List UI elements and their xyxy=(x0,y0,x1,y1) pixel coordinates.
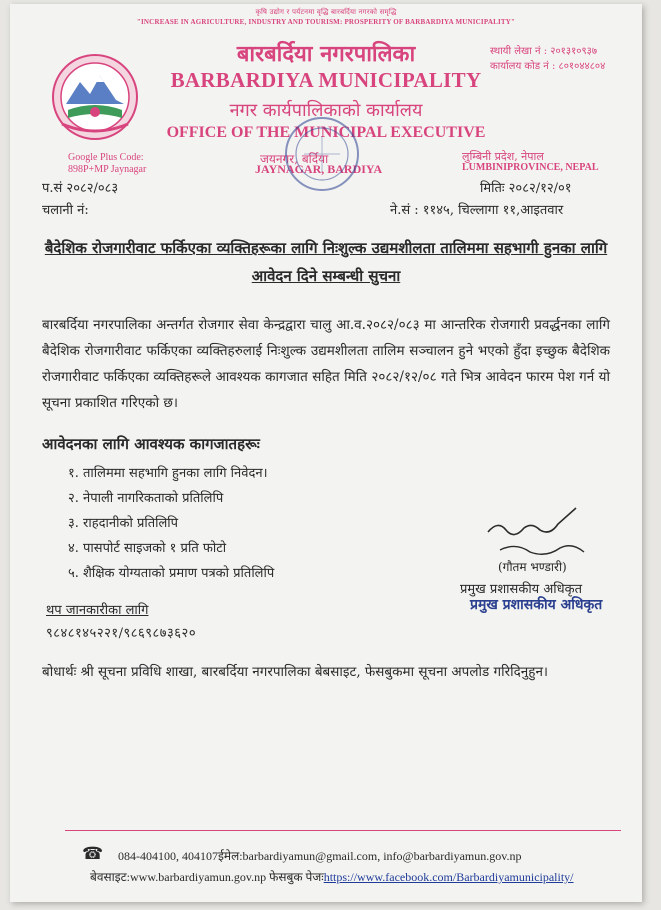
requirements-list xyxy=(68,461,274,586)
province-english: LUMBINIPROVINCE, NEPAL xyxy=(462,162,599,173)
google-plus-code: 898P+MP Jaynagar xyxy=(68,164,147,175)
office-code-label: कार्यालय कोड नं xyxy=(490,61,549,72)
office-name-english: OFFICE OF THE MUNICIPAL EXECUTIVE xyxy=(166,124,486,141)
motto-english: "INCREASE IN AGRICULTURE, INDUSTRY AND TOURISM: PROSPERITY OF BARBARDIYA MUNICIPALITY" xyxy=(136,18,516,26)
requirements-heading: आवेदनका लागि आवश्यक कागजातहरूः xyxy=(42,435,260,453)
website-label: बेवसाइट:www.barbardiyamun.gov.np फेसबुक पेजः xyxy=(90,870,324,884)
telephone-icon: ☎ xyxy=(82,844,104,864)
reference-number: प.सं २०८२/०८३ xyxy=(42,181,119,196)
copy-to-note: बोधार्थः श्री सूचना प्रविधि शाखा, बारबर्दिया नगरपालिका बेबसाइट, फेसबुकमा सूचना अपलोड गरिदिनुहुन। xyxy=(42,664,549,680)
notice-body: बारबर्दिया नगरपालिका अन्तर्गत रोजगार सेवा केन्द्रद्वारा चालु आ.व.२०८२/०८३ मा आन्तरिक रोजगारी प्रवर्द्धनका लागि बैदेशिक रोजगारीवाट फर्किएका व्यक्तिहरुलाई निःशुल्क उद्यमशीलता तालिम सञ्चालन हुने भएको हुँदा इच्छुक बैदेशिक रोजगारीवाट फर्किएका व्यक्तिहरूले आवश्यक कागजात सहित मिति २०८२/१२/०८ गते भित्र आवेदन फारम पेश गर्न यो सूचना प्रकाशित गरिएको छ। xyxy=(42,317,610,411)
permanent-account-value: २०१३१०९३७ xyxy=(550,46,598,57)
motto-nepali: कृषि उद्योग र पर्यटनमा वृद्धि बारबर्दिया नगरको समृद्धि xyxy=(255,8,397,16)
location-english: JAYNAGAR, BARDIYA xyxy=(255,162,383,176)
notice-page xyxy=(10,4,642,902)
notice-date: मितिः २०८२/१२/०१ xyxy=(480,181,572,196)
contact-phones: ९८४८१४५२२१/९८६९८७३६२० xyxy=(46,626,197,641)
signature-icon xyxy=(480,502,600,562)
location-nepali: जयनगर, बर्दिया xyxy=(260,152,329,166)
office-code-value: ८०१०४४८०४ xyxy=(558,61,606,72)
google-plus-code-label: Google Plus Code: xyxy=(68,152,144,163)
municipality-name-nepali: बारबर्दिया नगरपालिका xyxy=(236,41,416,67)
list-item: १. तालिममा सहभागि हुनका लागि निवेदन। xyxy=(68,466,268,481)
list-item: ५. शैक्षिक योग्यताको प्रमाण पत्रको प्रतिलिपि xyxy=(68,566,275,581)
office-identifiers: स्थायी लेखा नं : २०१३१०९३७ कार्यालय कोड नं : ८०१०४४८०४ xyxy=(490,46,606,72)
province-nepali: लुम्बिनी प्रदेश, नेपाल xyxy=(462,150,544,163)
footer-web xyxy=(90,868,574,885)
footer-divider xyxy=(65,830,621,831)
permanent-account-label: स्थायी लेखा नं xyxy=(490,46,541,57)
notice-subject: बैदेशिक रोजगारीवाट फर्किएका व्यक्तिहरूका लागि निःशुल्क उद्यमशीलता तालिममा सहभागी हुनका लागि आवेदन दिने सम्बन्धी सुचना xyxy=(44,239,608,285)
office-stamp-icon xyxy=(282,114,362,194)
facebook-link[interactable]: https://www.facebook.com/Barbardiyamunicipality/ xyxy=(323,870,574,884)
list-item: २. नेपाली नागरिकताको प्रतिलिपि xyxy=(68,491,224,506)
more-info-label: थप जानकारीका लागि xyxy=(46,603,149,618)
signatory-name: (गौतम भण्डारी) xyxy=(498,560,567,574)
list-item: ४. पासपोर्ट साइजको १ प्रति फोटो xyxy=(68,541,227,556)
signatory-title: प्रमुख प्रशासकीय अधिकृत xyxy=(460,582,583,597)
footer-contact: 084-404100, 404107ईमेल:barbardiyamun@gmail.com, info@barbardiyamun.gov.np xyxy=(118,849,522,863)
list-item: ३. राहदानीको प्रतिलिपि xyxy=(68,516,179,531)
office-name-nepali: नगर कार्यपालिकाको कार्यालय xyxy=(229,100,423,121)
signatory-stamp: प्रमुख प्रशासकीय अधिकृत xyxy=(470,597,603,613)
dispatch-number: चलानी नं: xyxy=(42,203,89,218)
nepal-sambat-date: ने.सं : ११४५, चिल्लागा ११,आइतवार xyxy=(390,203,564,218)
municipality-name-english: BARBARDIYA MUNICIPALITY xyxy=(170,68,482,92)
